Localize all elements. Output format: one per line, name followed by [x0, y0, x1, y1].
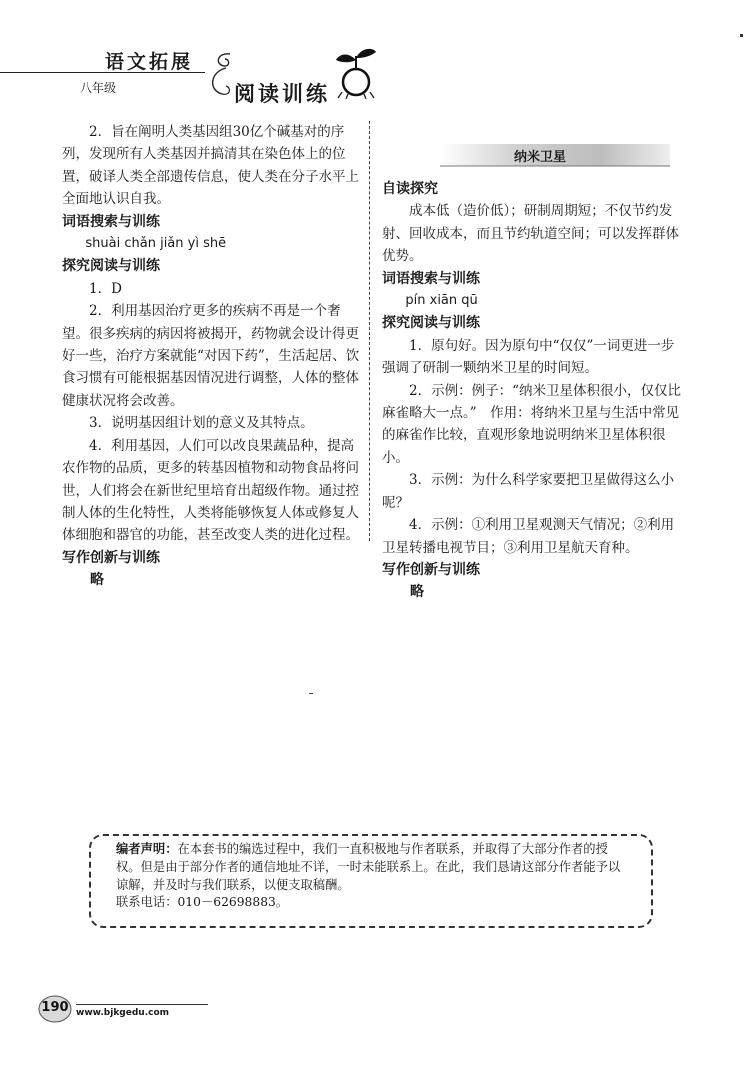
left-column — [62, 121, 362, 592]
answer-item: 4．利用基因，人们可以改良果蔬品种，提高农作物的品质，更多的转基因植物和动物食品将问世，人们将会在新世纪里培育出超级作物。通过控制人体的生化特性，人类将能够恢复人体或修复人体细胞和器官的功能，甚至改变人类的进化过程。 — [62, 437, 359, 544]
heading-explore: 探究阅读与训练 — [62, 258, 160, 275]
scan-mark — [740, 34, 743, 37]
answer-item: 1．D — [89, 280, 122, 297]
heading-vocab: 词语搜索与训练 — [382, 270, 480, 287]
page-number: 190 — [41, 1000, 69, 1015]
answer-item: 2．示例：例子：“纳米卫星体积很小，仅仅比麻雀略大一点。” 作用：将纳米卫星与生活中常见的麻雀作比较，直观形象地说明纳米卫星体积很小。 — [382, 382, 681, 466]
column-divider — [369, 121, 370, 541]
sprout-globe-icon — [328, 44, 384, 100]
series-title: 语文拓展 — [105, 51, 194, 73]
swirl-ornament-icon — [200, 46, 240, 102]
write-answer: 略 — [410, 584, 424, 601]
heading-write: 写作创新与训练 — [62, 549, 160, 566]
footer-rule — [76, 1004, 208, 1005]
heading-self-study: 自读探究 — [382, 181, 438, 197]
heading-explore: 探究阅读与训练 — [382, 315, 480, 332]
write-answer: 略 — [90, 572, 104, 589]
notice-body: 在本套书的编选过程中，我们一直积极地与作者联系，并取得了大部分作者的授权。但是由于部分作者的通信地址不详，一时未能联系上。在此，我们恳请这部分作者能予以谅解，并及时与我们联系，以便支取稿酬。 — [116, 842, 621, 892]
section-heading: 阅读训练 — [234, 81, 330, 106]
heading-vocab: 词语搜索与训练 — [62, 213, 160, 230]
editor-notice — [116, 841, 621, 912]
answer-item: 3．示例：为什么科学家要把卫星做得这么小呢？ — [382, 472, 675, 511]
answer-item: 2．利用基因治疗更多的疾病不再是一个奢望。很多疾病的病因将被揭开，药物就会设计得更好一些，治疗方案就能“对因下药”，生活起居、饮食习惯有可能根据基因情况进行调整，人体的整体健康状况将会改善。 — [62, 303, 360, 409]
section-title: 纳米卫星 — [513, 150, 566, 165]
pinyin-line: shuài chǎn jiǎn yì shē — [85, 236, 227, 252]
publisher-url: www.bjkgedu.com — [76, 1008, 170, 1018]
answer-item: 1．原句好。因为原句中“仅仅”一词更进一步强调了研制一颗纳米卫星的时间短。 — [382, 337, 675, 377]
right-column — [382, 178, 682, 604]
heading-write: 写作创新与训练 — [382, 561, 480, 578]
answer-paragraph: 2．旨在阐明人类基因组30亿个碱基对的序列，发现所有人类基因并搞清其在染色体上的位置，破译人类全部遗传信息，使人类在分子水平上全面地认识自我。 — [62, 124, 359, 208]
notice-label: 编者声明： — [116, 842, 178, 856]
scan-mark — [309, 693, 313, 694]
answer-item: 4．示例：①利用卫星观测天气情况；②利用卫星转播电视节目；③利用卫星航天育种。 — [382, 517, 675, 556]
pinyin-line: pín xiān qū — [405, 293, 478, 309]
answer-item: 3．说明基因组计划的意义及其特点。 — [89, 415, 314, 432]
notice-phone: 联系电话：010－62698883。 — [116, 895, 289, 910]
answer-paragraph: 成本低（造价低）；研制周期短；不仅节约发射、回收成本，而且节约轨道空间；可以发挥群体优势。 — [382, 203, 679, 265]
grade-label: 八年级 — [80, 81, 117, 95]
